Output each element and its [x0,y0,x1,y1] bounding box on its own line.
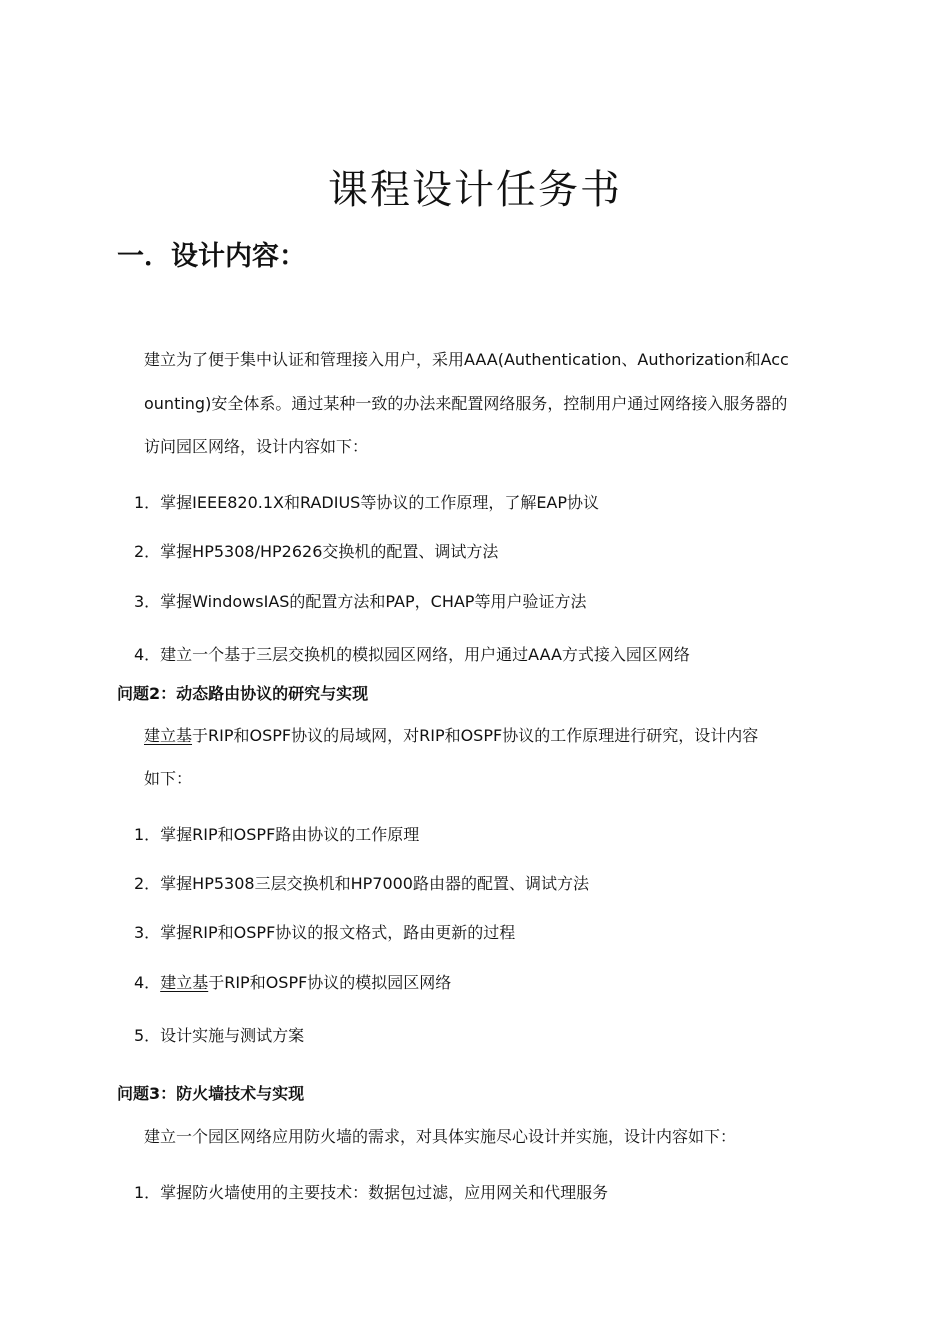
problem3-item-1: 1．掌握防火墙使用的主要技术：数据包过滤，应用网关和代理服务 [134,1183,609,1202]
section-heading-design-content: 一．设计内容： [117,241,306,272]
section1-intro-line-3: 访问园区网络，设计内容如下： [144,437,369,456]
problem2-item-4-underlined: 建立基 [160,973,209,992]
problem2-intro-underlined: 建立基 [144,726,193,745]
problem2-item-2: 2．掌握HP5308三层交换机和HP7000路由器的配置、调试方法 [134,874,589,893]
problem2-intro-rest: 于RIP和OSPF协议的局域网，对RIP和OSPF协议的工作原理进行研究，设计内容 [192,726,759,745]
problem2-intro-line-1 [144,723,758,746]
section1-intro-line-1: 建立为了便于集中认证和管理接入用户，采用AAA(Authentication、Authorization和Acc [144,350,789,369]
problem2-heading: 问题2：动态路由协议的研究与实现 [117,684,369,703]
problem2-item-5: 5．设计实施与测试方案 [134,1026,305,1045]
problem2-item-1: 1．掌握RIP和OSPF路由协议的工作原理 [134,825,420,844]
document-title: 课程设计任务书 [328,167,622,213]
problem2-item-4 [134,970,451,993]
problem2-item-3: 3．掌握RIP和OSPF协议的报文格式，路由更新的过程 [134,923,516,942]
problem3-intro: 建立一个园区网络应用防火墙的需求，对具体实施尽心设计并实施，设计内容如下： [144,1127,737,1146]
section1-item-4: 4．建立一个基于三层交换机的模拟园区网络，用户通过AAA方式接入园区网络 [134,645,690,664]
problem3-heading: 问题3：防火墙技术与实现 [117,1084,305,1103]
problem2-intro-line-2: 如下： [144,769,193,788]
section1-intro-line-2: ounting)安全体系。通过某种一致的办法来配置网络服务，控制用户通过网络接入服务器的 [144,394,788,413]
section1-item-3: 3．掌握WindowsIAS的配置方法和PAP，CHAP等用户验证方法 [134,592,587,611]
section1-item-2: 2．掌握HP5308/HP2626交换机的配置、调试方法 [134,542,499,561]
section1-item-1: 1．掌握IEEE820.1X和RADIUS等协议的工作原理，了解EAP协议 [134,493,600,512]
problem2-item-4-prefix: 4． [134,973,161,992]
problem2-item-4-rest: 于RIP和OSPF协议的模拟园区网络 [208,973,452,992]
